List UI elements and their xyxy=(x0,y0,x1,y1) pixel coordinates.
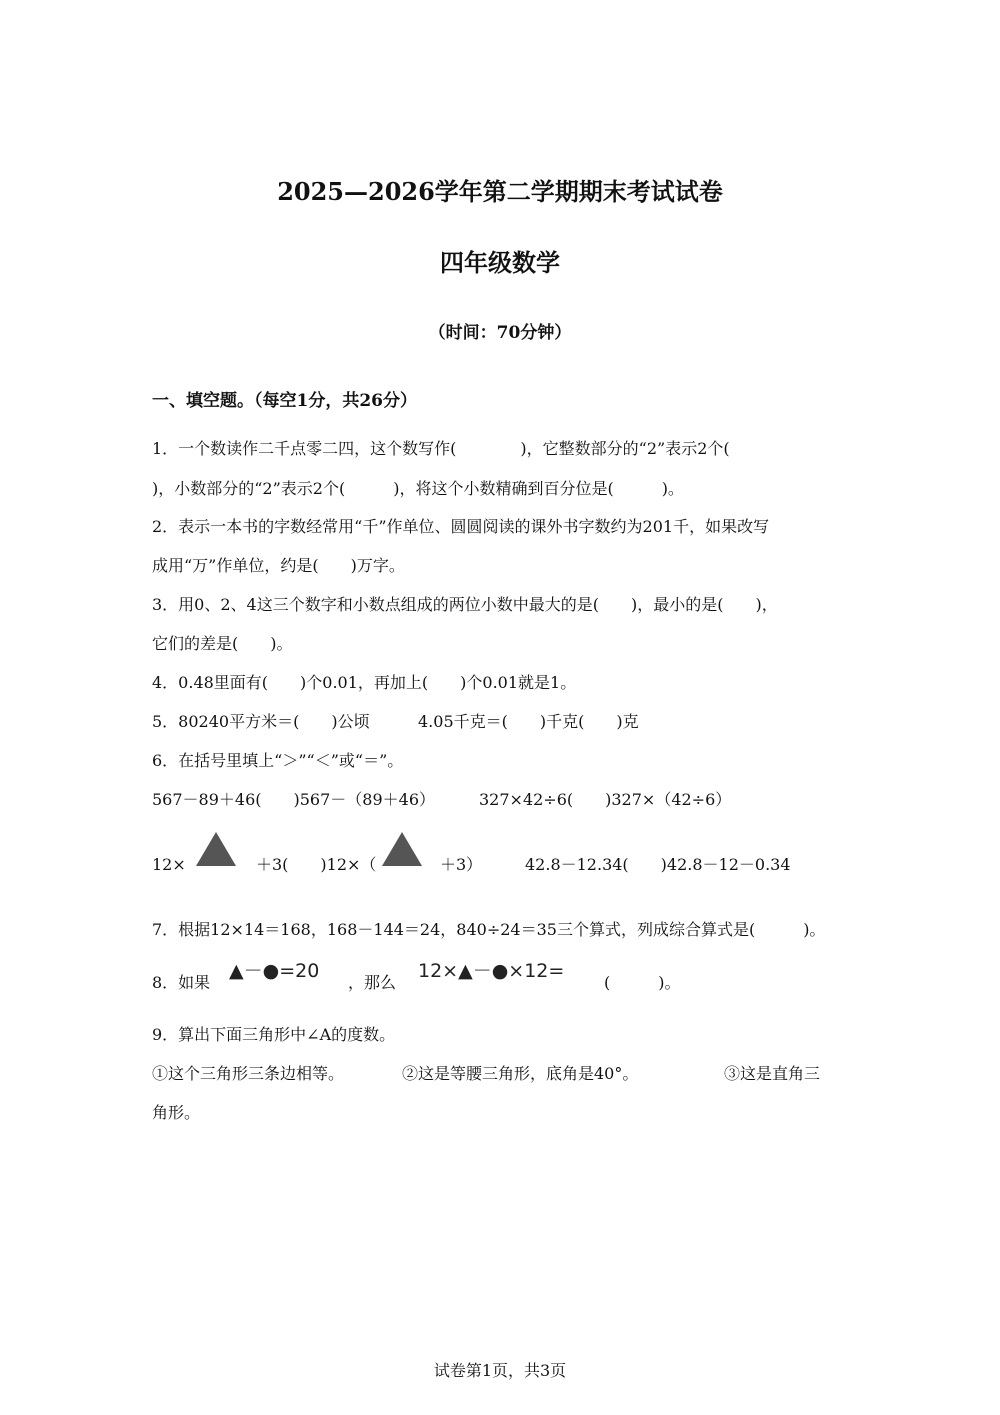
question-4: 4．0.48里面有( )个0.01，再加上( )个0.01就是1。 xyxy=(152,673,577,692)
question-6-row-1-b: 327×42÷6( )327×（42÷6） xyxy=(479,790,732,809)
question-8-formula-2: 12×▲－●×12= xyxy=(418,960,565,982)
question-9-item-3-cont: 角形。 xyxy=(152,1103,201,1122)
question-1-line-2: )，小数部分的“2”表示2个( )，将这个小数精确到百分位是( )。 xyxy=(152,479,684,498)
exam-subtitle: 四年级数学 xyxy=(440,248,560,277)
question-2-line-2: 成用“万”作单位，约是( )万字。 xyxy=(152,556,405,575)
question-9-item-1: ①这个三角形三条边相等。 xyxy=(152,1064,345,1083)
question-8-formula-1: ▲－●=20 xyxy=(229,960,320,982)
question-3-line-1: 3．用0、2、4这三个数字和小数点组成的两位小数中最大的是( )，最小的是( )， xyxy=(152,595,778,614)
section-heading: 一、填空题。（每空1分，共26分） xyxy=(152,391,417,411)
question-6-row-1-a: 567－89＋46( )567－（89＋46） xyxy=(152,790,436,809)
question-6: 6．在括号里填上“＞”“＜”或“＝”。 xyxy=(152,751,404,770)
question-6-row-2-a: 12× xyxy=(152,855,186,874)
question-8-part-c: ( )。 xyxy=(604,973,681,992)
question-3-line-2: 它们的差是( )。 xyxy=(152,634,293,653)
exam-title: 2025—2026学年第二学期期末考试试卷 xyxy=(277,177,723,206)
exam-time: （时间：70分钟） xyxy=(428,323,572,343)
triangle-icon xyxy=(382,832,422,866)
question-9-item-2: ②这是等腰三角形，底角是40°。 xyxy=(402,1064,639,1083)
question-1-line-1: 1．一个数读作二千点零二四，这个数写作( )，它整数部分的“2”表示2个( xyxy=(152,439,730,458)
question-6-row-2-d: 42.8－12.34( )42.8－12－0.34 xyxy=(525,855,791,874)
question-6-row-2-c: ＋3） xyxy=(440,855,483,874)
question-5-part-b: 4.05千克＝( )千克( )克 xyxy=(418,712,639,731)
question-7: 7．根据12×14＝168，168－144＝24，840÷24＝35三个算式，列成综合算式是( )。 xyxy=(152,920,826,939)
question-6-row-2-b: ＋3( )12×（ xyxy=(256,855,377,874)
question-9-item-3: ③这是直角三 xyxy=(724,1064,821,1083)
question-2-line-1: 2．表示一本书的字数经常用“千”作单位、圆圆阅读的课外书字数约为201千，如果改写 xyxy=(152,517,770,536)
question-8-part-b: ，那么 xyxy=(348,973,397,992)
triangle-icon xyxy=(196,832,236,866)
question-5-part-a: 5．80240平方米＝( )公顷 xyxy=(152,712,370,731)
page-footer: 试卷第1页，共3页 xyxy=(433,1361,567,1380)
question-8-part-a: 8．如果 xyxy=(152,973,211,992)
question-9: 9．算出下面三角形中∠A的度数。 xyxy=(152,1025,396,1044)
